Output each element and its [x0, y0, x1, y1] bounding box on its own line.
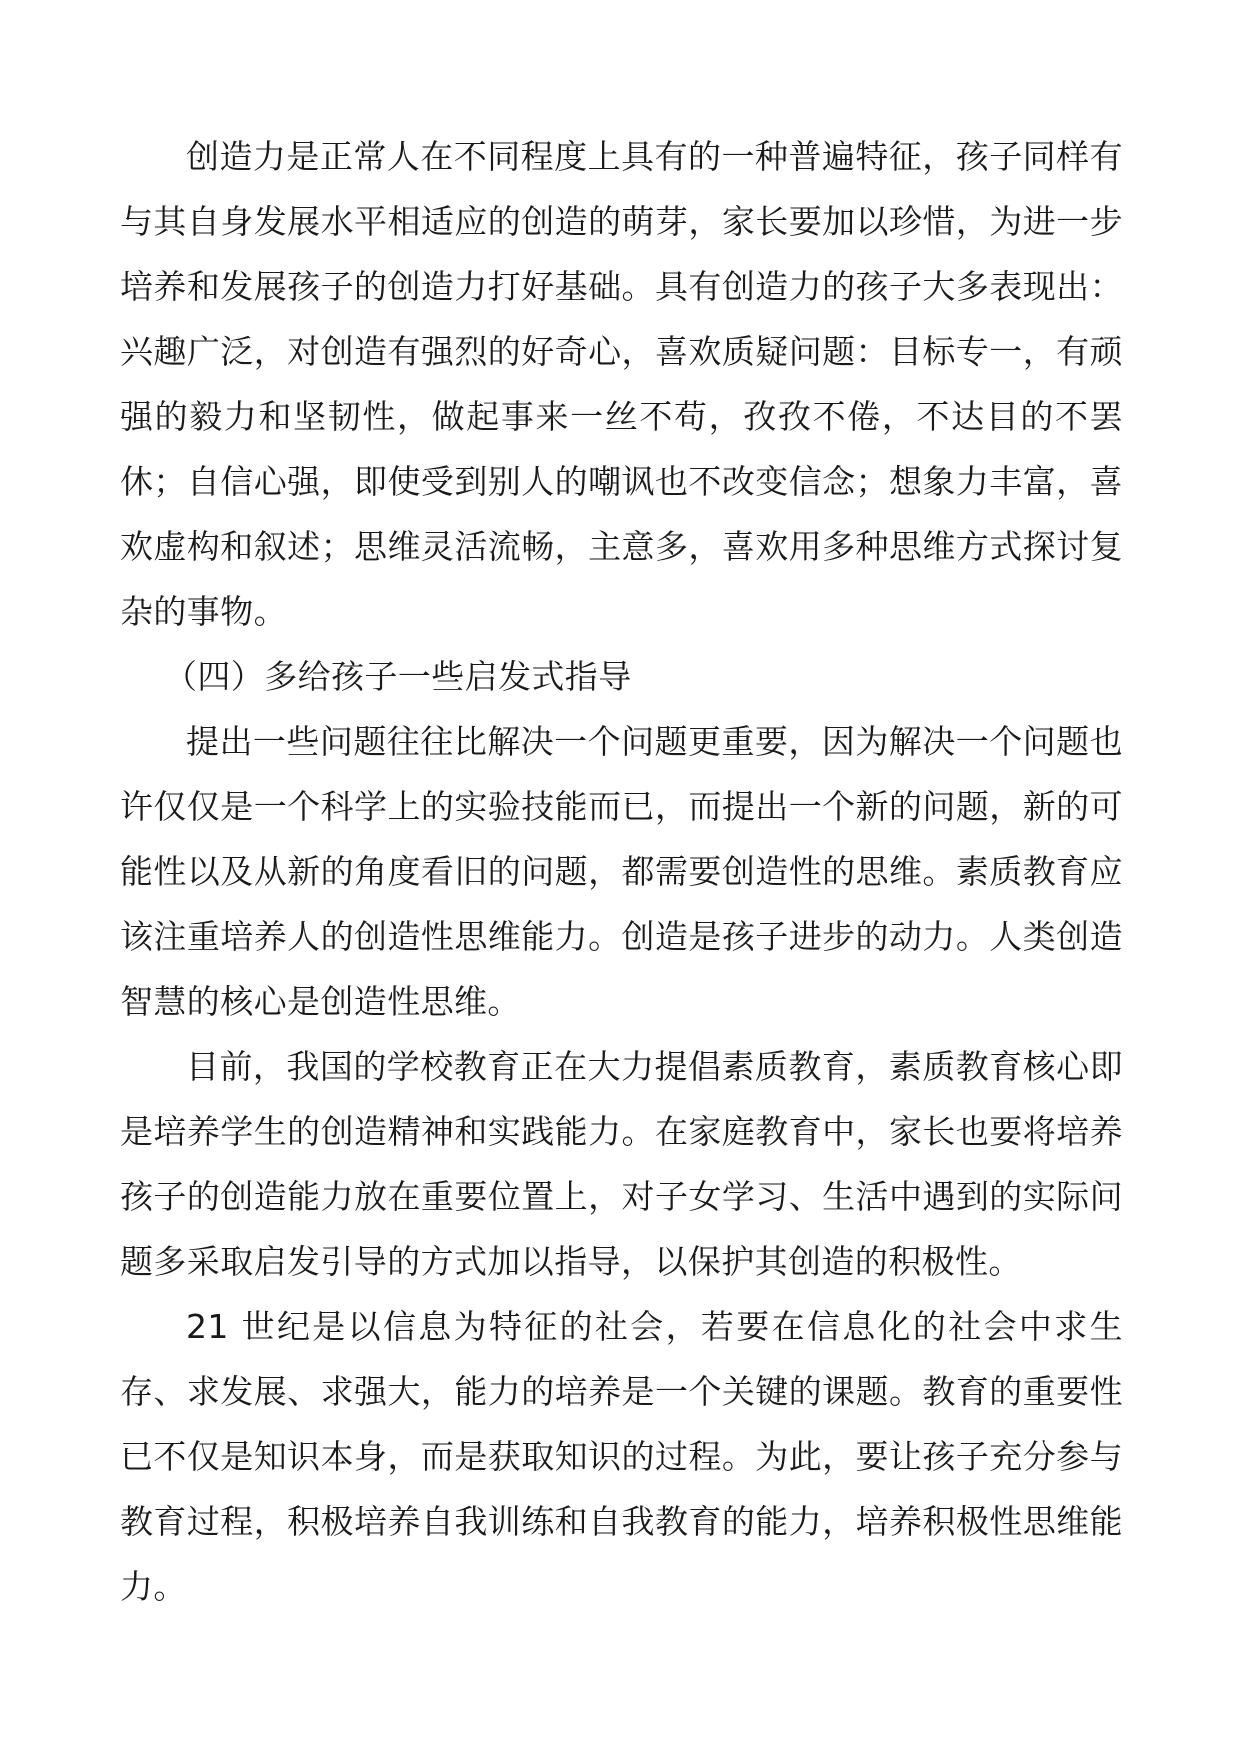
paragraph-information-society: 21 世纪是以信息为特征的社会，若要在信息化的社会中求生存、求发展、求强大，能力的培养是一个关键的课题。教育的重要性已不仅是知识本身，而是获取知识的过程。为此，要让孩子充分参与教育过程，积极培养自我训练和自我教育的能力，培养积极性思维能力。	[120, 1307, 1123, 1606]
section-heading-heuristic-guidance: （四）多给孩子一些启发式指导	[164, 657, 632, 696]
document-body	[120, 124, 1123, 1619]
paragraph-quality-education: 目前，我国的学校教育正在大力提倡素质教育，素质教育核心即是培养学生的创造精神和实践能力。在家庭教育中，家长也要将培养孩子的创造能力放在重要位置上，对子女学习、生活中遇到的实际问题多采取启发引导的方式加以指导，以保护其创造的积极性。	[120, 1047, 1123, 1281]
paragraph-creativity-traits: 创造力是正常人在不同程度上具有的一种普遍特征，孩子同样有与其自身发展水平相适应的创造的萌芽，家长要加以珍惜，为进一步培养和发展孩子的创造力打好基础。具有创造力的孩子大多表现出：兴趣广泛，对创造有强烈的好奇心，喜欢质疑问题：目标专一，有顽强的毅力和坚韧性，做起事来一丝不苟，孜孜不倦，不达目的不罢休；自信心强，即使受到别人的嘲讽也不改变信念；想象力丰富，喜欢虚构和叙述；思维灵活流畅，主意多，喜欢用多种思维方式探讨复杂的事物。	[120, 137, 1123, 631]
paragraph-asking-questions: 提出一些问题往往比解决一个问题更重要，因为解决一个问题也许仅仅是一个科学上的实验技能而已，而提出一个新的问题，新的可能性以及从新的角度看旧的问题，都需要创造性的思维。素质教育应该注重培养人的创造性思维能力。创造是孩子进步的动力。人类创造智慧的核心是创造性思维。	[120, 722, 1123, 1021]
